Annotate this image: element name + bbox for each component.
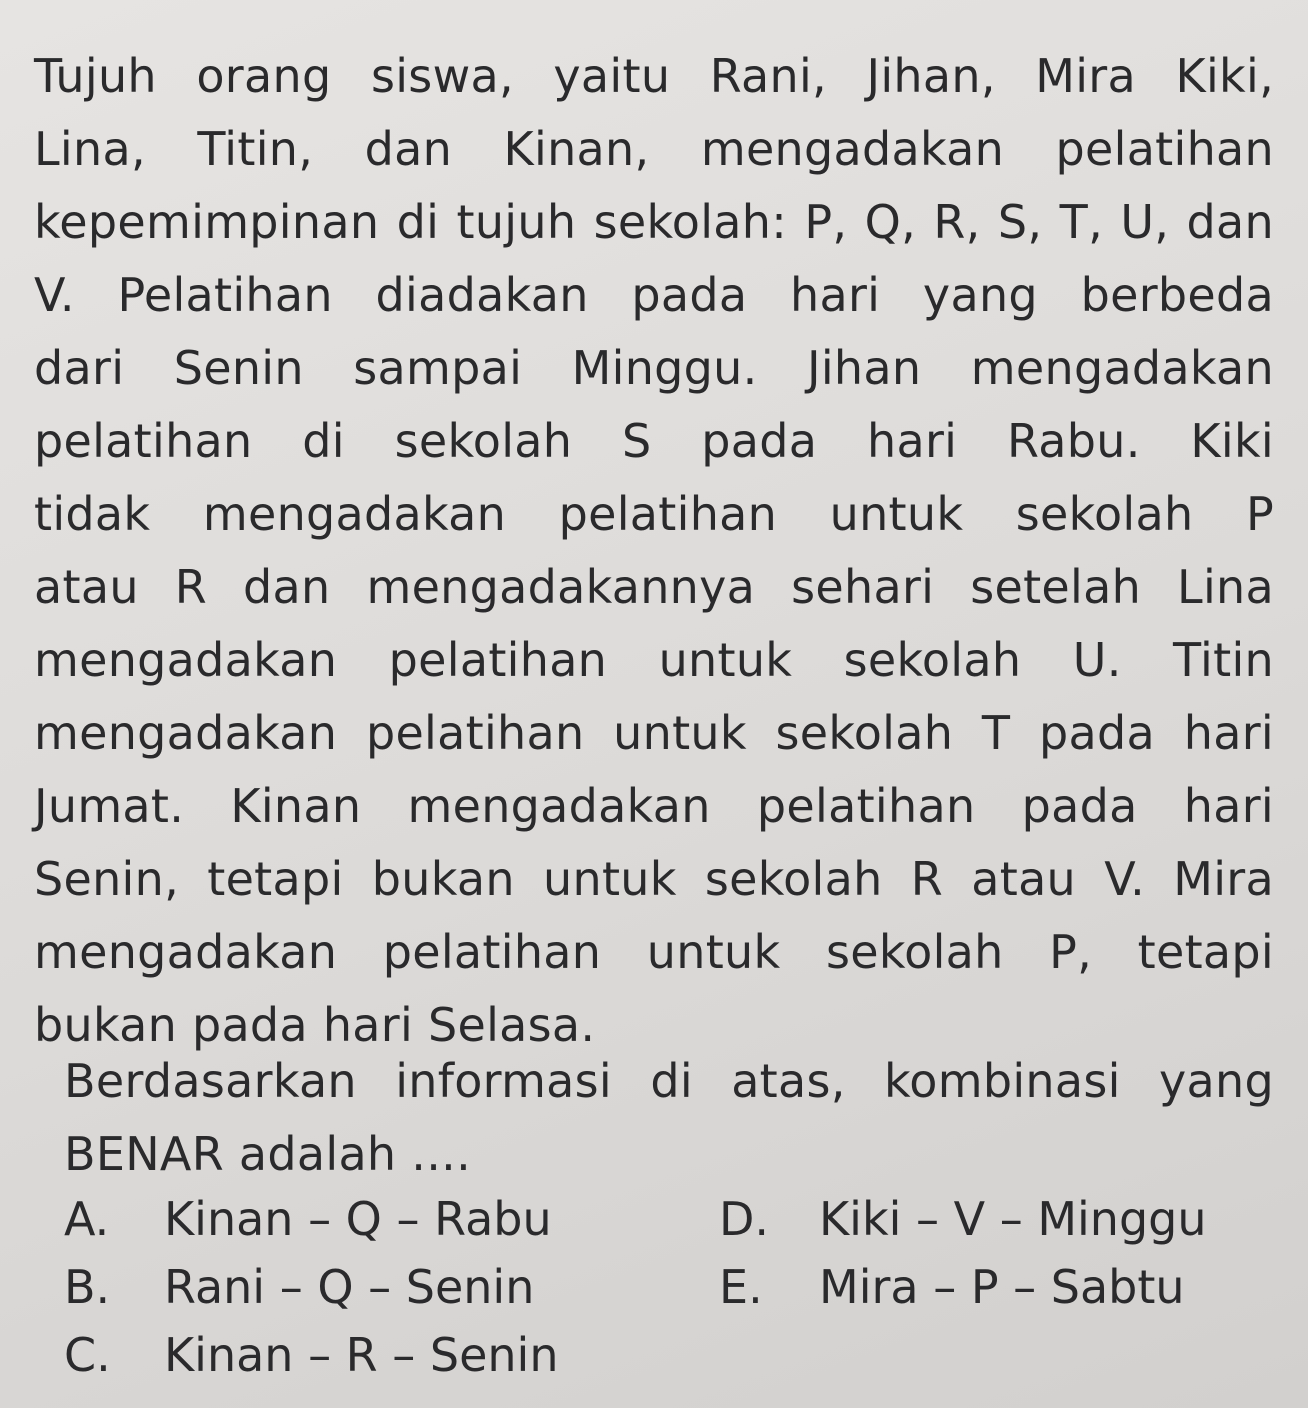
option-c[interactable] [64,1321,558,1389]
passage-line: tidak mengadakan pelatihan untuk sekolah P [34,487,1274,541]
passage-line: V. Pelatihan diadakan pada hari yang berbeda [34,268,1274,322]
option-text: Rani – Q – Senin [164,1260,535,1314]
option-letter: C. [64,1328,111,1382]
option-text: Mira – P – Sabtu [819,1260,1185,1314]
option-text: Kiki – V – Minggu [819,1192,1207,1246]
passage-line: atau R dan mengadakannya sehari setelah Lina [34,560,1274,614]
option-b[interactable] [64,1253,534,1321]
question-line: Berdasarkan informasi di atas, kombinasi yang [64,1054,1274,1108]
question-line: BENAR adalah .... [64,1127,471,1181]
option-letter: E. [719,1260,763,1314]
option-d[interactable] [719,1185,1207,1253]
passage-line: Lina, Titin, dan Kinan, mengadakan pelatihan [34,122,1274,176]
option-e[interactable] [719,1253,1185,1321]
option-text: Kinan – R – Senin [164,1328,559,1382]
option-text: Kinan – Q – Rabu [164,1192,552,1246]
passage-line: Tujuh orang siswa, yaitu Rani, Jihan, Mira Kiki, [34,49,1274,103]
problem-passage [34,40,1274,1062]
passage-line: dari Senin sampai Minggu. Jihan mengadakan [34,341,1274,395]
passage-line: mengadakan pelatihan untuk sekolah P, tetapi [34,925,1274,979]
passage-line: mengadakan pelatihan untuk sekolah U. Titin [34,633,1274,687]
passage-line: bukan pada hari Selasa. [34,998,596,1052]
question-prompt [64,1045,1274,1191]
option-letter: B. [64,1260,111,1314]
passage-line: kepemimpinan di tujuh sekolah: P, Q, R, S, T, U, dan [34,195,1274,249]
passage-line: Senin, tetapi bukan untuk sekolah R atau V. Mira [34,852,1274,906]
passage-line: mengadakan pelatihan untuk sekolah T pada hari [34,706,1274,760]
passage-line: Jumat. Kinan mengadakan pelatihan pada hari [34,779,1274,833]
passage-line: pelatihan di sekolah S pada hari Rabu. Kiki [34,414,1274,468]
option-letter: A. [64,1192,110,1246]
option-letter: D. [719,1192,770,1246]
option-a[interactable] [64,1185,552,1253]
